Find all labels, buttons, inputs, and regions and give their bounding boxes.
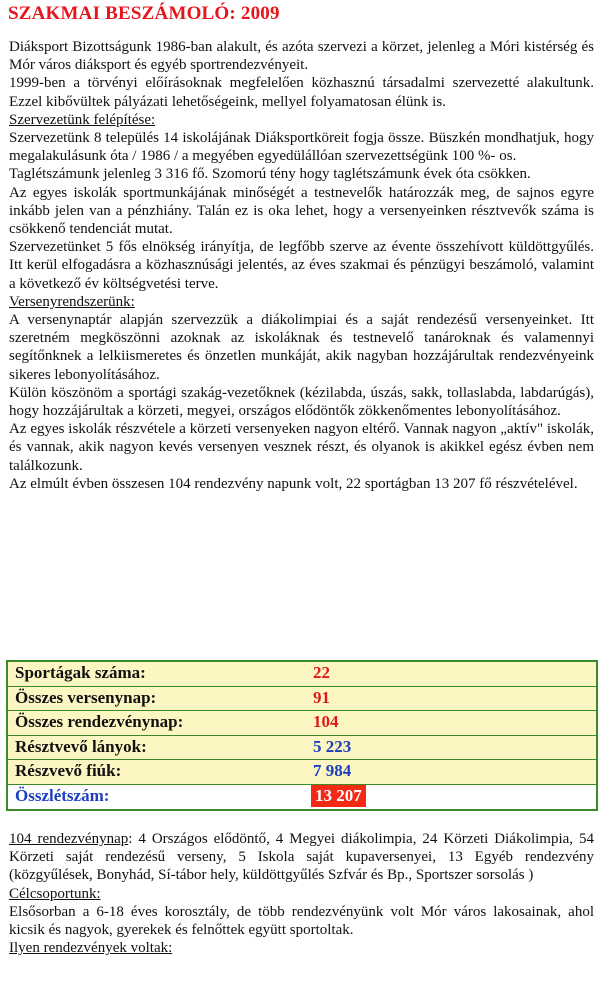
competition-paragraph-3: Az egyes iskolák részvétele a körzeti versenyeken nagyon eltérő. Vannak nagyon „aktív" iskolák, és vannak, akik nagyon kevés versenyen vesznek részt, és olyanok is akikkel egész évben nem találkozunk.: [9, 421, 594, 474]
statistics-table: [6, 660, 598, 811]
target-heading: Célcsoportunk:: [9, 885, 101, 902]
stat-value: 22: [313, 663, 330, 682]
structure-paragraph-1: Szervezetünk 8 település 14 iskolájának Diáksportköreit fogja össze. Büszkén mondhatjuk, hogy megalakulásunk óta / 1986 / a megyében egyedülállóan szervezettségünk 100 %- os.: [9, 130, 594, 165]
structure-heading: Szervezetünk felépítése:: [9, 111, 156, 128]
events-list-heading: Ilyen rendezvények voltak:: [9, 940, 173, 957]
competition-heading: Versenyrendszerünk:: [9, 293, 135, 310]
stats-row-competition-days: [8, 687, 596, 712]
stat-value: 5 223: [313, 736, 352, 756]
target-paragraph: Elsősorban a 6-18 éves korosztály, de több rendezvényünk volt Mór város lakosainak, ahol kicsik és nagyok, gyerekek és felnőttek együtt sportoltak.: [9, 903, 594, 939]
stats-row-event-days: [8, 711, 596, 736]
report-body: [9, 38, 594, 493]
events-paragraph: [9, 830, 594, 885]
stat-value: 7 984: [313, 761, 352, 781]
intro-paragraph-1: Diáksport Bizottságunk 1986-ban alakult, és azóta szervezi a körzet, jelenleg a Móri kistérség és Mór város diáksport és egyéb sportrendezvényeit.: [9, 39, 594, 74]
competition-paragraph-2: Külön köszönöm a sportági szakág-vezetőknek (kézilabda, úszás, sakk, tollaslabda, labdarúgás), hogy hozzájárultak a körzeti, megyei, országos elődöntők zökkenőmentes lebonyolításához.: [9, 384, 594, 420]
report-body-continued: [9, 830, 594, 957]
structure-paragraph-3: Az egyes iskolák sportmunkájának minőségét a testnevelők határozzák meg, de sajnos egyre inkább jelen van a pénzhiány. Talán ez is oka lehet, hogy a versenyeinken résztvevők száma is csökkenő tendenciát mutat.: [9, 184, 594, 238]
intro-paragraph-2: 1999-ben a törvényi előírásoknak megfelelően közhasznú társadalmi szervezetté alakultunk. Ezzel kibővültek pályázati lehetőségeink, mellyel folyamatosan élünk is.: [9, 75, 594, 110]
events-text: : 4 Országos elődöntő, 4 Megyei diákolimpia, 24 Körzeti Diákolimpia, 54 Körzeti saját rendezésű verseny, 5 Iskola saját kupaversenyei, 13 Egyéb rendezvény (közgyűlések, Bonyhád, Sí-tábor hely, küldöttgyűlés Szfvár és Bp., Sportszer sorsolás ): [9, 831, 594, 884]
stats-row-sports: [8, 662, 596, 687]
stat-value: 104: [313, 712, 339, 732]
stat-value: 91: [313, 687, 330, 707]
structure-paragraph-4: Szervezetünket 5 fős elnökség irányítja, de legfőbb szerve az évente összehívott küldöttgyűlés. Itt kerül elfogadásra a közhasznúsági jelentés, az éves szakmai és pénzügyi beszámoló, valamint a következő év költségvetési terve.: [9, 239, 594, 292]
structure-paragraph-2: Taglétszámunk jelenleg 3 316 fő. Szomorú tény hogy taglétszámunk évek óta csökken.: [9, 166, 531, 183]
stats-row-boys: [8, 760, 596, 785]
stat-label: Sportágak száma:: [15, 663, 146, 682]
stat-label: Összes versenynap:: [15, 687, 157, 707]
competition-paragraph-1: A versenynaptár alapján szervezzük a diákolimpiai és a saját rendezésű versenyeinket. Itt szeretném megköszönni azoknak az iskoláknak és testnevelő tanároknak és valamennyi segítőnknek a lelkiismeretes és önzetlen munkáját, akik nagyban hozzájárultak rendezvényeink sikeres lebonyolításához.: [9, 312, 594, 383]
stat-label: Összlétszám:: [15, 785, 110, 805]
report-title: SZAKMAI BESZÁMOLÓ: 2009: [8, 3, 280, 24]
competition-paragraph-4: Az elmúlt évben összesen 104 rendezvény napunk volt, 22 sportágban 13 207 fő részvételével.: [9, 475, 578, 492]
stat-label: Részvevő fiúk:: [15, 761, 122, 781]
total-value-highlight: 13 207: [311, 785, 366, 807]
stats-row-girls: [8, 736, 596, 761]
stat-label: Résztvevő lányok:: [15, 736, 147, 756]
stat-label: Összes rendezvénynap:: [15, 712, 184, 732]
events-label: 104 rendezvénynap: [9, 831, 129, 847]
stats-row-total: [8, 785, 596, 809]
